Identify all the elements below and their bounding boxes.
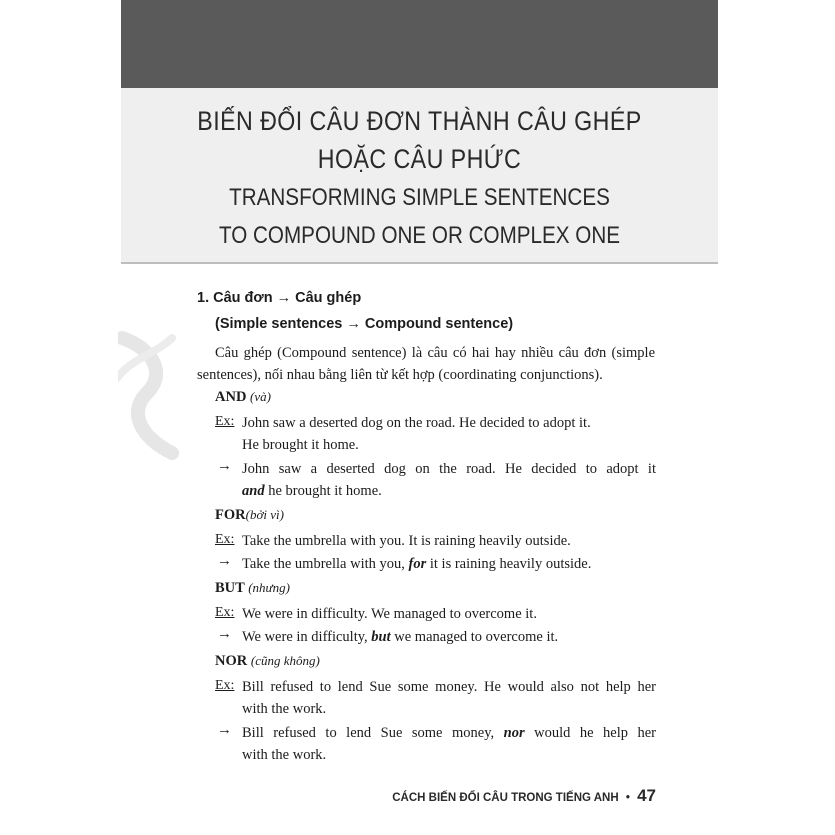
conjunction-nor: NOR (cũng không): [215, 653, 320, 669]
intro-line-1: Câu ghép (Compound sentence) là câu có hai hay nhiều câu đơn (simple: [215, 345, 655, 361]
arrow-icon: →: [217, 722, 232, 738]
example-but-line1: We were in difficulty. We managed to overcome it.: [242, 606, 537, 622]
arrow-icon: →: [217, 626, 232, 642]
title-vietnamese-line1: BIẾN ĐỔI CÂU ĐƠN THÀNH CÂU GHÉP: [197, 106, 642, 136]
example-label: Ex:: [215, 532, 235, 547]
result-and-line2: and he brought it home.: [242, 483, 382, 499]
arrow-icon: →: [217, 458, 232, 474]
title-vietnamese-line2: HOẶC CÂU PHỨC: [317, 144, 522, 174]
title-english-line1: TRANSFORMING SIMPLE SENTENCES: [229, 184, 610, 211]
arrow-icon: →: [217, 553, 232, 569]
page-number: 47: [637, 786, 656, 805]
title-box: [121, 88, 718, 264]
result-and-line1: John saw a deserted dog on the road. He decided to adopt it: [242, 461, 656, 477]
footer-bullet: •: [625, 792, 630, 804]
example-and-line2: He brought it home.: [242, 437, 359, 453]
conjunction-meaning: (cũng không): [250, 653, 320, 668]
result-but: We were in difficulty, but we managed to overcome it.: [242, 629, 559, 645]
book-page: [118, 0, 718, 835]
conjunction-meaning: (nhưng): [248, 580, 290, 595]
title-english-line2: TO COMPOUND ONE OR COMPLEX ONE: [218, 222, 621, 249]
conjunction-meaning: (bởi vì): [245, 507, 284, 522]
conjunction-for: FOR(bởi vì): [215, 507, 284, 523]
example-nor-line1: Bill refused to lend Sue some money. He would also not help her: [242, 679, 656, 695]
page-footer: [392, 786, 656, 806]
example-and-line1: John saw a deserted dog on the road. He decided to adopt it.: [242, 415, 591, 431]
result-nor-line2: with the work.: [242, 747, 327, 763]
conjunction-and: AND (và): [215, 389, 271, 405]
section-heading: 1. Câu đơn → Câu ghép: [197, 290, 362, 306]
conjunction-but: BUT (nhưng): [215, 580, 290, 596]
example-label: Ex:: [215, 678, 235, 693]
example-label: Ex:: [215, 605, 235, 620]
result-nor-line1: Bill refused to lend Sue some money, nor would he help her: [242, 725, 656, 741]
example-label: Ex:: [215, 414, 235, 429]
section-subheading: (Simple sentences → Compound sentence): [215, 316, 514, 332]
watermark-logo-icon: [118, 318, 192, 468]
conjunction-meaning: (và): [250, 389, 271, 404]
intro-line-2: sentences), nối nhau bằng liên từ kết hợp (coordinating conjunctions).: [197, 367, 603, 383]
result-for: Take the umbrella with you, for it is raining heavily outside.: [242, 556, 592, 572]
footer-book-title: CÁCH BIẾN ĐỔI CÂU TRONG TIẾNG ANH: [392, 792, 619, 804]
example-nor-line2: with the work.: [242, 701, 327, 717]
header-banner: [121, 0, 718, 88]
example-for-line1: Take the umbrella with you. It is raining heavily outside.: [242, 533, 571, 549]
